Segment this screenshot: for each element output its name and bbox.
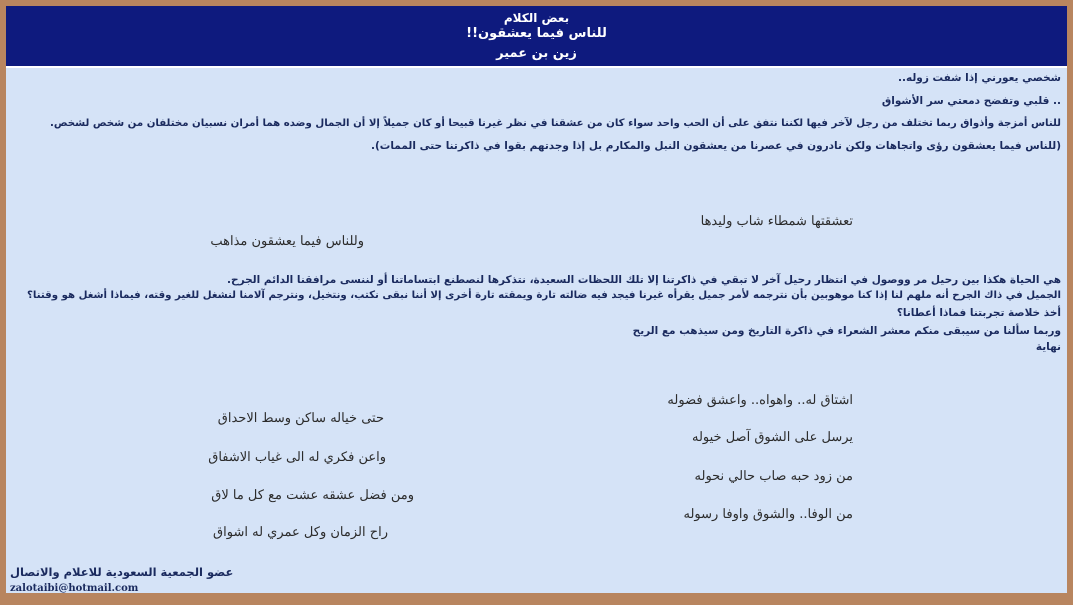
poem-left-line-2: واعن فكري له الى غياب الاشفاق bbox=[208, 450, 386, 465]
column-title: بعض الكلام bbox=[503, 11, 570, 25]
poem-right-line-4: من الوفا.. والشوق واوفا رسوله bbox=[683, 507, 853, 522]
intro-line-3: للناس أمزجة وأذواق ربما تختلف من رجل لآخر فيها لكننا نتفق على أن الحب واحد سواء كان من عشقنا في نظر غيرنا قبيحا أو كان جميلاً إلا أن الجمال وضده هما أمران نسبيان مختلفان من شخص لشخص. bbox=[50, 118, 1061, 129]
verse-left-hemistich: وللناس فيما يعشقون مذاهب bbox=[210, 234, 364, 249]
poem-left-line-1: حتى خياله ساكن وسط الاحداق bbox=[217, 411, 384, 426]
poem-left-line-3: ومن فضل عشقه عشت مع كل ما لاق bbox=[211, 488, 414, 503]
body-paragraph-2: الجميل في ذاك الجرح أنه ملهم لنا إذا كنا موهوبين بأن نترجمه لأمر جميل يقرأه غيرنا فيجد فيه ضالته تارة ويمقته تارة أخرى إلا أننا نبقى نكتب، ونتخيل، ونترجم آلامنا لنشغل للغير وقته، فيماذا أشغل هو وقتنا؟ bbox=[27, 290, 1061, 301]
intro-line-1: شخصي يعورني إذا شفت زوله.. bbox=[898, 72, 1061, 84]
article-title: للناس فيما يعشقون!! bbox=[466, 26, 607, 41]
body-paragraph-3: أخذ خلاصة تجربتنا فماذا أعطانا؟ bbox=[896, 307, 1061, 319]
article-frame bbox=[6, 6, 1067, 593]
article-header bbox=[6, 6, 1067, 68]
verse-right-hemistich: تعشقتها شمطاء شاب وليدها bbox=[700, 214, 853, 229]
body-ending: نهاية bbox=[1035, 341, 1061, 353]
body-paragraph-1: هي الحياة هكذا بين رحيل مر ووصول في انتظار رحيل آخر لا تبقي في ذاكرتنا إلا تلك اللحظات السعيدة، نتذكرها لنصطنع ابتساماتنا أو لننسى مرافقنا الدائم الجرح. bbox=[227, 274, 1061, 286]
poem-right-line-1: اشتاق له.. واهواه.. واعشق فضوله bbox=[667, 393, 853, 408]
poem-right-line-3: من زود حبه صاب حالي نحوله bbox=[694, 469, 853, 484]
poem-left-line-4: راح الزمان وكل عمري له اشواق bbox=[213, 525, 388, 540]
author-name: زين بن عمير bbox=[496, 46, 577, 61]
author-signature: عضو الجمعية السعودية للاعلام والاتصال bbox=[10, 565, 234, 579]
poem-right-line-2: يرسل على الشوق آصل خيوله bbox=[691, 430, 853, 445]
intro-line-2: .. قلبي وتفضح دمعتي سر الأشواق bbox=[881, 95, 1061, 107]
intro-line-4: (للناس فيما يعشقون رؤى واتجاهات ولكن نادرون في عصرنا من يعشقون النبل والمكارم بل إذا وجدتهم بقوا في ذاكرتنا حتى الممات). bbox=[371, 140, 1061, 152]
author-email: zalotaibi@hotmail.com bbox=[10, 583, 139, 594]
body-paragraph-4: وربما سألنا من سيبقى منكم معشر الشعراء في ذاكرة التاريخ ومن سيذهب مع الريح bbox=[632, 325, 1061, 337]
